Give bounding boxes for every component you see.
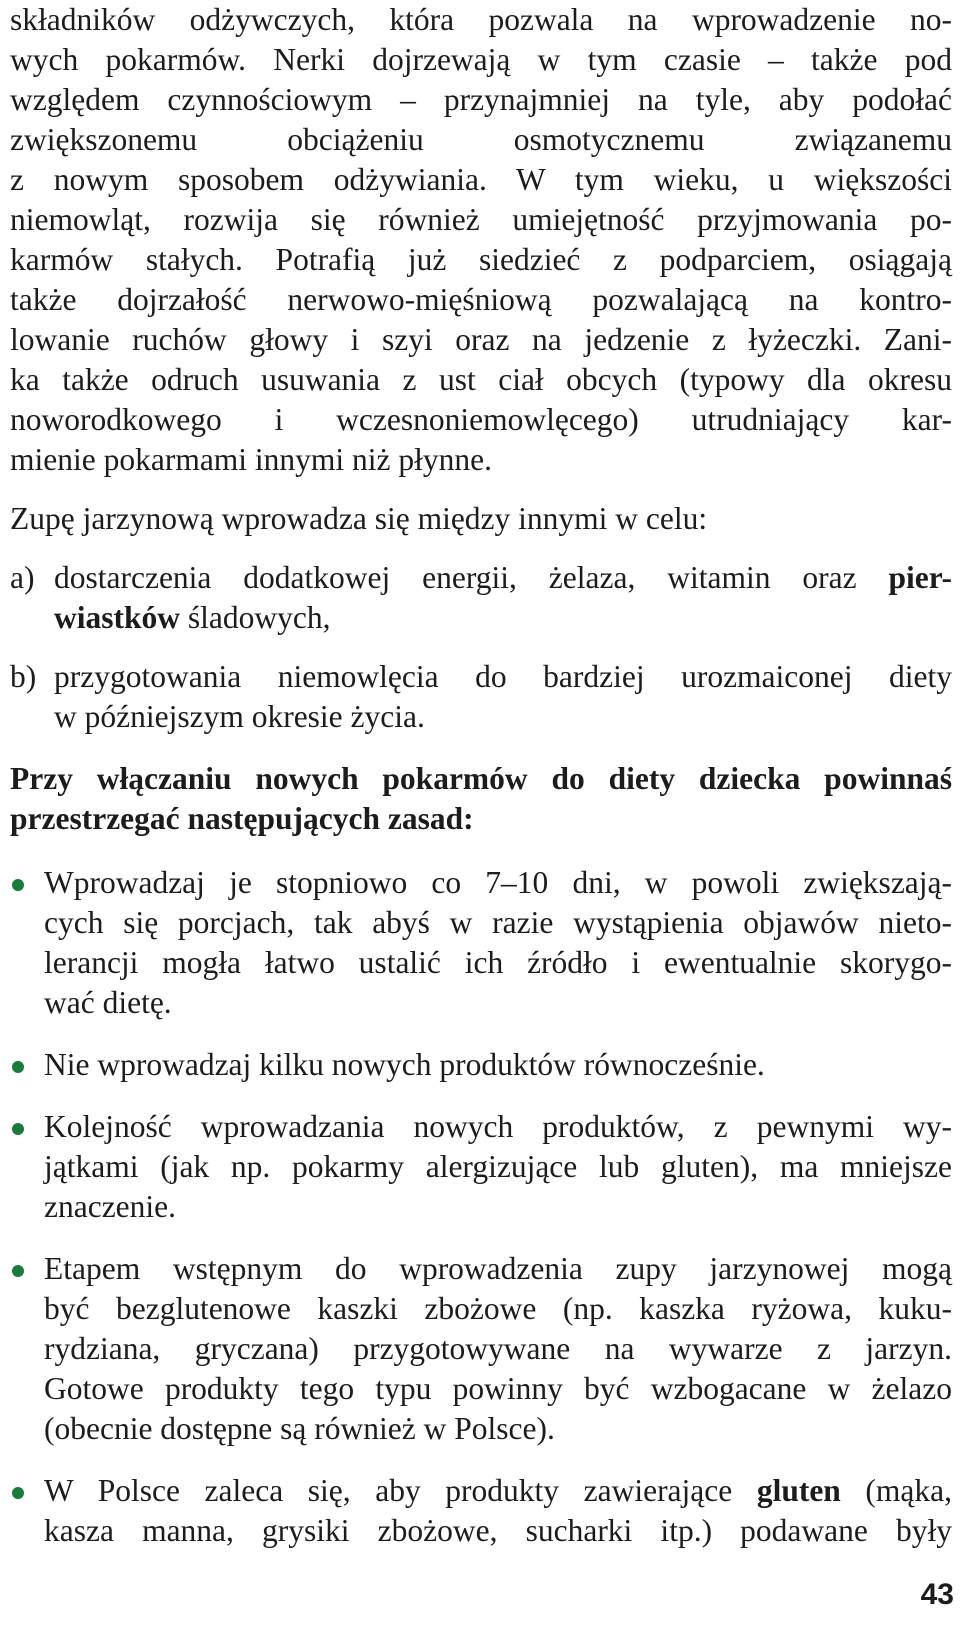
text-run: śladowych, [180, 600, 331, 635]
text-line [54, 598, 952, 638]
text-line: cych się porcjach, tak abyś w razie wystąpienia objawów nieto- [44, 905, 952, 940]
bullet-item [10, 1107, 952, 1227]
text-line: Nie wprowadzaj kilku nowych produktów równocześnie. [44, 1047, 765, 1082]
text-line: z nowym sposobem odżywiania. W tym wieku, u większości [10, 162, 952, 197]
text-line: zwiększonemu obciążeniu osmotycznemu związanemu [10, 122, 952, 157]
bullet-dot-icon [12, 1487, 24, 1499]
list-marker: a) [10, 560, 35, 595]
text-line: rydziana, gryczana) przygotowywane na wywarze z jarzyn. [44, 1331, 952, 1366]
heading-line: Przy włączaniu nowych pokarmów do diety dziecka powinnaś [10, 761, 952, 796]
text-line: składników odżywczych, która pozwala na wprowadzenie no- [10, 2, 952, 37]
list-marker: b) [10, 659, 37, 694]
purpose-intro: Zupę jarzynową wprowadza się między innymi w celu: [10, 501, 708, 536]
text-line: (obecnie dostępne są również w Polsce). [44, 1411, 555, 1446]
text-line: być bezglutenowe kaszki zbożowe (np. kaszka ryżowa, kuku- [44, 1291, 952, 1326]
bullet-item [10, 1471, 952, 1551]
text-line: także dojrzałość nerwowo-mięśniową pozwalającą na kontro- [10, 282, 952, 317]
text-line: Wprowadzaj je stopniowo co 7–10 dni, w powoli zwiększają- [44, 865, 952, 900]
bullet-item [10, 1045, 952, 1085]
text-line: kasza manna, grysiki zbożowe, sucharki itp.) podawane były [44, 1513, 952, 1548]
bold-term: wiastków [54, 600, 181, 635]
text-line: Gotowe produkty tego typu powinny być wzbogacane w żelazo [44, 1371, 952, 1406]
text-line: w późniejszym okresie życia. [54, 699, 425, 734]
bullet-dot-icon [12, 879, 24, 891]
list-item-a [10, 558, 952, 638]
bullet-item [10, 1249, 952, 1449]
intro-paragraph [10, 0, 952, 480]
text-line: lerancji mogła łatwo ustalić ich źródło i ewentualnie skorygo- [44, 945, 952, 980]
text-line: przygotowania niemowlęcia do bardziej urozmaiconej diety [54, 659, 952, 694]
section-heading [10, 759, 952, 839]
text-run: (mąka, [840, 1473, 952, 1508]
text-line: znaczenie. [44, 1189, 177, 1224]
text-line: noworodkowego i wczesnoniemowlęcego) utrudniający kar- [10, 402, 952, 437]
text-line: lowanie ruchów głowy i szyi oraz na jedzenie z łyżeczki. Zani- [10, 322, 952, 357]
page-number: 43 [920, 1578, 954, 1611]
heading-line: przestrzegać następujących zasad: [10, 801, 474, 836]
bullet-dot-icon [12, 1061, 24, 1073]
document-page [10, 0, 952, 1551]
bullet-dot-icon [12, 1265, 24, 1277]
text-line: względem czynnościowym – przynajmniej na tyle, aby podołać [10, 82, 952, 117]
text-line: mienie pokarmami innymi niż płynne. [10, 442, 493, 477]
bullet-dot-icon [12, 1123, 24, 1135]
text-line: wych pokarmów. Nerki dojrzewają w tym czasie – także pod [10, 42, 952, 77]
text-line: Kolejność wprowadzania nowych produktów, z pewnymi wy- [44, 1109, 952, 1144]
text-line: niemowląt, rozwija się również umiejętność przyjmowania po- [10, 202, 952, 237]
text-line: ka także odruch usuwania z ust ciał obcych (typowy dla okresu [10, 362, 952, 397]
text-run: dostarczenia dodatkowej energii, żelaza, witamin oraz [54, 560, 889, 595]
text-line: karmów stałych. Potrafią już siedzieć z podparciem, osiągają [10, 242, 952, 277]
bullet-item [10, 863, 952, 1023]
text-line: Etapem wstępnym do wprowadzenia zupy jarzynowej mogą [44, 1251, 952, 1286]
bold-term: pier- [888, 560, 952, 595]
text-line [54, 558, 952, 598]
text-line: wać dietę. [44, 985, 172, 1020]
text-run: W Polsce zaleca się, aby produkty zawierające [44, 1473, 757, 1508]
list-item-b [10, 657, 952, 737]
bold-term: gluten [756, 1473, 841, 1508]
text-line: jątkami (jak np. pokarmy alergizujące lub gluten), ma mniejsze [44, 1149, 952, 1184]
text-line [44, 1471, 952, 1511]
